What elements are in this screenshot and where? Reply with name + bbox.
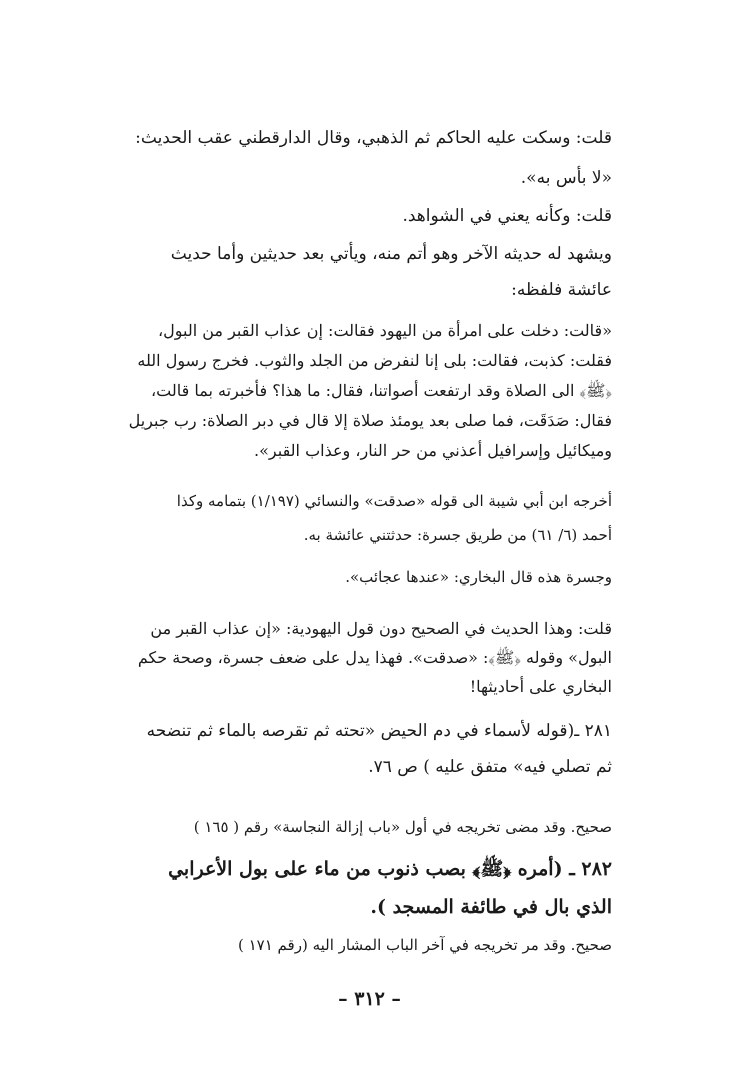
paragraph-sahih-note (68, 614, 612, 701)
text-line: ويشهد له حديثه الآخر وهو أتم منه، ويأتي بعد حديثين وأما حديث (170, 244, 612, 264)
text-line: فقلت: كذبت، فقالت: بلى إنا لنفرض من الجلد والثوب. فخرج رسول الله (137, 351, 612, 370)
text-line: «لا بأس به». (520, 168, 612, 188)
text-line: أخرجه ابن أبي شيبة الى قوله «صدقت» والنسائي (١/١٩٧) بتمامه وكذا (176, 492, 612, 510)
text-line: البول» وقوله ﴿ﷺ﴾: «صدقت». فهذا يدل على ضعف جسرة، وصحة حكم (137, 648, 612, 667)
hadith-281 (68, 713, 612, 785)
text-line: قلت: وكأنه يعني في الشواهد. (402, 206, 612, 226)
text-line: «قالت: دخلت على امرأة من اليهود فقالت: إن عذاب القبر من البول، (157, 321, 612, 340)
paragraph-aisha-intro (68, 236, 612, 308)
paragraph-takhrij (68, 484, 612, 552)
text-line: ٢٨١ ـ(قوله لأسماء في دم الحيض «تحته ثم تقرصه بالماء ثم تنضحه (146, 721, 612, 741)
text-line: أحمد (٦/ ٦١) من طريق جسرة: حدثتني عائشة به. (303, 526, 612, 544)
text-line: قلت: وهذا الحديث في الصحيح دون قول اليهودية: «إن عذاب القبر من (150, 619, 612, 638)
text-line: الذي بال في طائفة المسجد ). (370, 896, 612, 918)
text-line: قلت: وسكت عليه الحاكم ثم الذهبي، وقال الدارقطني عقب الحديث: (135, 128, 612, 148)
text-line: صحيح. وقد مضى تخريجه في أول «باب إزالة النجاسة» رقم ( ١٦٥ ) (193, 818, 612, 836)
text-line: صحيح. وقد مر تخريجه في آخر الباب المشار اليه (رقم ١٧١ ) (237, 936, 612, 954)
grading-281 (68, 812, 612, 842)
text-line: ٢٨٢ ـ (أمره ﴿ﷺ﴾ بصب ذنوب من ماء على بول الأعرابي (168, 858, 612, 880)
paragraph-note-hakim (68, 118, 612, 198)
paragraph-hadith-aisha (68, 316, 612, 466)
hadith-282 (68, 850, 612, 926)
paragraph-jasra (68, 560, 612, 594)
text-line: فقال: صَدَقَت، فما صلى بعد يومئذ صلاة إلا قال في دبر الصلاة: رب جبريل (128, 411, 612, 430)
text-line: وميكائيل وإسرافيل أعذني من حر النار، وعذاب القبر». (254, 441, 612, 460)
page-number: – ٣١٢ – (338, 988, 401, 1010)
text-line: عائشة فلفظه: (511, 280, 612, 300)
paragraph-shawahid (68, 198, 612, 234)
text-line: وجسرة هذه قال البخاري: «عندها عجائب». (345, 568, 612, 586)
text-line: البخاري على أحاديثها! (469, 677, 612, 696)
text-line: ﴿ﷺ﴾ الى الصلاة وقد ارتفعت أصواتنا، فقال: ما هذا؟ فأخبرته بما قالت، (151, 381, 612, 400)
grading-282 (68, 930, 612, 960)
text-line: ثم تصلي فيه» متفق عليه ) ص ٧٦. (368, 757, 612, 777)
